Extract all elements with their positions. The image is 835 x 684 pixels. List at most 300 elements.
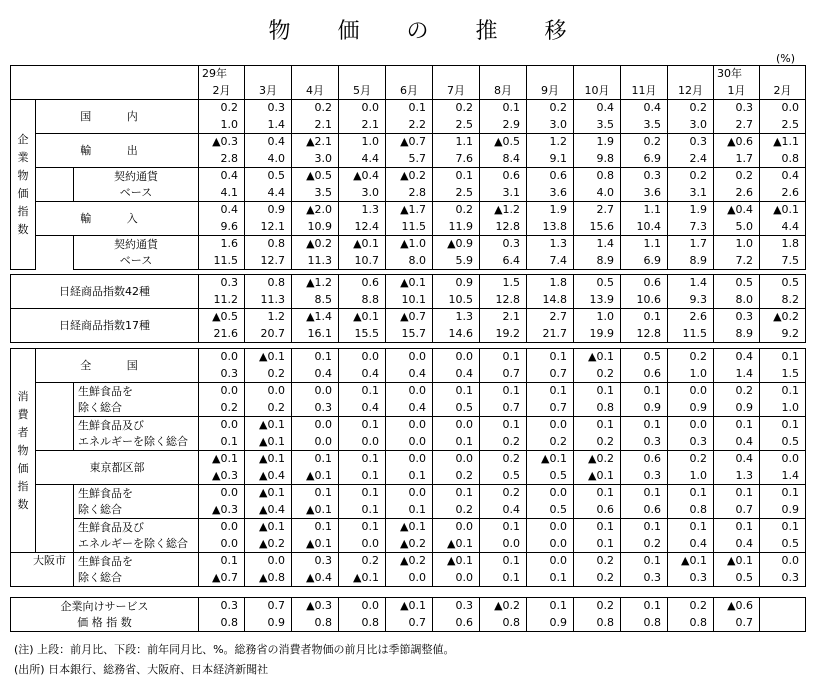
mom-value: 0.1 bbox=[480, 519, 527, 536]
mom-value: ▲0.2 bbox=[386, 553, 433, 570]
table-row bbox=[11, 134, 806, 151]
yoy-value: 8.2 bbox=[760, 292, 806, 309]
mom-value: 0.0 bbox=[760, 100, 806, 117]
month-header: 10月 bbox=[574, 83, 621, 100]
yoy-value: 3.0 bbox=[527, 117, 574, 134]
mom-value: ▲0.4 bbox=[714, 202, 760, 219]
yoy-value: ▲0.3 bbox=[199, 502, 245, 519]
yoy-value: 16.1 bbox=[292, 326, 339, 343]
mom-value: 0.0 bbox=[760, 553, 806, 570]
yoy-value: 5.7 bbox=[386, 151, 433, 168]
yoy-value: ▲0.1 bbox=[292, 536, 339, 553]
yoy-value: 3.6 bbox=[527, 185, 574, 202]
mom-value: 1.9 bbox=[527, 202, 574, 219]
mom-value: 0.0 bbox=[339, 598, 386, 615]
mom-value: 0.1 bbox=[339, 519, 386, 536]
row-label: 日経商品指数42種 bbox=[11, 275, 199, 309]
page-title: 物 価 の 推 移 bbox=[268, 19, 587, 44]
table-row bbox=[11, 553, 806, 570]
yoy-value: 1.0 bbox=[668, 366, 714, 383]
month-year-header bbox=[339, 66, 386, 83]
yoy-value: 8.9 bbox=[574, 253, 621, 270]
yoy-value: 7.2 bbox=[714, 253, 760, 270]
yoy-value: 0.2 bbox=[245, 400, 292, 417]
yoy-value: 0.4 bbox=[339, 400, 386, 417]
yoy-value: 0.8 bbox=[668, 502, 714, 519]
table-row bbox=[11, 100, 806, 117]
mom-value: 0.5 bbox=[714, 275, 760, 292]
yoy-value: 0.5 bbox=[760, 434, 806, 451]
row-label: 生鮮食品を 除く総合 bbox=[74, 553, 199, 587]
mom-value: 1.7 bbox=[668, 236, 714, 253]
mom-value: 0.1 bbox=[292, 349, 339, 366]
mom-value: ▲0.4 bbox=[339, 168, 386, 185]
yoy-value: 6.9 bbox=[621, 253, 668, 270]
yoy-value: 0.4 bbox=[714, 434, 760, 451]
mom-value: 0.2 bbox=[199, 100, 245, 117]
yoy-value: 4.4 bbox=[339, 151, 386, 168]
yoy-value: 0.7 bbox=[386, 615, 433, 632]
mom-value: 0.1 bbox=[714, 485, 760, 502]
yoy-value: 4.0 bbox=[574, 185, 621, 202]
yoy-value: 2.5 bbox=[433, 117, 480, 134]
indent-cell bbox=[36, 485, 74, 519]
yoy-value: 0.3 bbox=[668, 434, 714, 451]
yoy-value: 12.8 bbox=[480, 292, 527, 309]
mom-value: 0.1 bbox=[339, 485, 386, 502]
yoy-value: 0.1 bbox=[527, 570, 574, 587]
yoy-value: 2.1 bbox=[292, 117, 339, 134]
mom-value: 1.4 bbox=[668, 275, 714, 292]
yoy-value: 0.1 bbox=[339, 468, 386, 485]
row-label: 生鮮食品を 除く総合 bbox=[74, 485, 199, 519]
mom-value: 0.6 bbox=[480, 168, 527, 185]
table-row bbox=[11, 349, 806, 366]
mom-value: 0.6 bbox=[621, 451, 668, 468]
mom-value: 0.1 bbox=[292, 451, 339, 468]
mom-value: 1.0 bbox=[339, 134, 386, 151]
mom-value: 0.3 bbox=[199, 275, 245, 292]
month-header: 4月 bbox=[292, 83, 339, 100]
mom-value: 0.2 bbox=[668, 451, 714, 468]
indent-cell bbox=[36, 236, 74, 270]
mom-value: 0.3 bbox=[433, 598, 480, 615]
mom-value: 1.3 bbox=[339, 202, 386, 219]
mom-value: ▲0.1 bbox=[339, 236, 386, 253]
mom-value: ▲1.4 bbox=[292, 309, 339, 326]
yoy-value: 0.2 bbox=[574, 434, 621, 451]
mom-value: 0.2 bbox=[433, 202, 480, 219]
yoy-value: 9.3 bbox=[668, 292, 714, 309]
yoy-value: 8.5 bbox=[292, 292, 339, 309]
yoy-value: 0.3 bbox=[621, 570, 668, 587]
unit-label: (%) bbox=[776, 52, 796, 65]
table-row bbox=[11, 168, 806, 185]
yoy-value: ▲0.1 bbox=[245, 434, 292, 451]
header-corner bbox=[11, 66, 199, 100]
mom-value: ▲0.3 bbox=[199, 134, 245, 151]
mom-value: 0.6 bbox=[339, 275, 386, 292]
mom-value: 0.9 bbox=[433, 275, 480, 292]
row-label: 輸 出 bbox=[36, 134, 199, 168]
mom-value: ▲0.1 bbox=[668, 553, 714, 570]
mom-value: 0.9 bbox=[245, 202, 292, 219]
yoy-value: ▲0.1 bbox=[433, 536, 480, 553]
yoy-value: 0.9 bbox=[621, 400, 668, 417]
yoy-value: 21.7 bbox=[527, 326, 574, 343]
yoy-value: 15.7 bbox=[386, 326, 433, 343]
yoy-value: 4.0 bbox=[245, 151, 292, 168]
yoy-value: 0.0 bbox=[433, 570, 480, 587]
yoy-value: 2.8 bbox=[386, 185, 433, 202]
mom-value: 0.0 bbox=[760, 451, 806, 468]
yoy-value: 0.5 bbox=[433, 400, 480, 417]
month-header: 5月 bbox=[339, 83, 386, 100]
yoy-value: 0.5 bbox=[760, 536, 806, 553]
mom-value: 0.4 bbox=[199, 202, 245, 219]
yoy-value: 3.0 bbox=[292, 151, 339, 168]
mom-value: 0.7 bbox=[245, 598, 292, 615]
yoy-value: 0.0 bbox=[386, 434, 433, 451]
yoy-value: 8.9 bbox=[668, 253, 714, 270]
yoy-value: 0.8 bbox=[480, 615, 527, 632]
mom-value: ▲0.1 bbox=[245, 451, 292, 468]
yoy-value: 2.5 bbox=[760, 117, 806, 134]
mom-value: 1.1 bbox=[621, 236, 668, 253]
mom-value: 0.0 bbox=[433, 417, 480, 434]
mom-value: 0.0 bbox=[339, 100, 386, 117]
mom-value: ▲1.1 bbox=[760, 134, 806, 151]
mom-value: 0.0 bbox=[527, 519, 574, 536]
footnote: (注) 上段：前月比、下段：前年同月比、%。総務省の消費者物価の前月比は季節調整値。 bbox=[14, 643, 455, 656]
yoy-value: 1.0 bbox=[760, 400, 806, 417]
yoy-value: 3.6 bbox=[621, 185, 668, 202]
yoy-value: 0.3 bbox=[668, 570, 714, 587]
yoy-value: 9.8 bbox=[574, 151, 621, 168]
mom-value: 0.2 bbox=[668, 168, 714, 185]
yoy-value: 0.4 bbox=[339, 366, 386, 383]
indent-cell bbox=[36, 417, 74, 451]
yoy-value: 0.2 bbox=[574, 570, 621, 587]
yoy-value: 12.7 bbox=[245, 253, 292, 270]
mom-value: 1.0 bbox=[714, 236, 760, 253]
yoy-value: 0.9 bbox=[668, 400, 714, 417]
mom-value bbox=[760, 598, 806, 615]
yoy-value: 3.5 bbox=[292, 185, 339, 202]
month-year-header bbox=[292, 66, 339, 83]
month-year-header: 30年 bbox=[714, 66, 760, 83]
table-row bbox=[11, 275, 806, 292]
table-row bbox=[11, 417, 806, 434]
mom-value: 0.1 bbox=[480, 100, 527, 117]
mom-value: ▲0.2 bbox=[574, 451, 621, 468]
mom-value: 1.9 bbox=[574, 134, 621, 151]
yoy-value: 0.2 bbox=[245, 366, 292, 383]
yoy-value: ▲0.4 bbox=[245, 502, 292, 519]
group-label-cpi: 消費者物価指数 bbox=[11, 349, 36, 553]
yoy-value: 7.5 bbox=[760, 253, 806, 270]
row-label: 輸 入 bbox=[36, 202, 199, 236]
mom-value: 0.1 bbox=[668, 519, 714, 536]
yoy-value: 12.1 bbox=[245, 219, 292, 236]
mom-value: 0.8 bbox=[245, 275, 292, 292]
yoy-value: 0.0 bbox=[339, 434, 386, 451]
mom-value: 0.0 bbox=[668, 383, 714, 400]
yoy-value: ▲0.1 bbox=[292, 502, 339, 519]
yoy-value: 7.6 bbox=[433, 151, 480, 168]
mom-value: ▲0.2 bbox=[386, 168, 433, 185]
mom-value: 0.1 bbox=[574, 519, 621, 536]
yoy-value: 0.3 bbox=[760, 570, 806, 587]
yoy-value: 0.4 bbox=[668, 536, 714, 553]
month-year-header: 29年 bbox=[199, 66, 245, 83]
yoy-value: 14.6 bbox=[433, 326, 480, 343]
yoy-value: 2.6 bbox=[760, 185, 806, 202]
yoy-value: 2.7 bbox=[714, 117, 760, 134]
row-label: 生鮮食品及び エネルギーを除く総合 bbox=[74, 417, 199, 451]
mom-value: 0.1 bbox=[760, 519, 806, 536]
yoy-value: 0.2 bbox=[433, 468, 480, 485]
indent-cell bbox=[36, 383, 74, 417]
table-row bbox=[11, 598, 806, 615]
mom-value: 1.2 bbox=[245, 309, 292, 326]
yoy-value: 12.4 bbox=[339, 219, 386, 236]
mom-value: 0.1 bbox=[574, 485, 621, 502]
yoy-value: 7.4 bbox=[527, 253, 574, 270]
yoy-value: 0.1 bbox=[433, 434, 480, 451]
mom-value: 0.1 bbox=[339, 451, 386, 468]
yoy-value: 13.8 bbox=[527, 219, 574, 236]
yoy-value: 3.0 bbox=[339, 185, 386, 202]
yoy-value: 19.2 bbox=[480, 326, 527, 343]
yoy-value: 3.1 bbox=[480, 185, 527, 202]
mom-value: 0.2 bbox=[668, 598, 714, 615]
yoy-value: 12.8 bbox=[480, 219, 527, 236]
mom-value: 0.2 bbox=[714, 383, 760, 400]
month-header: 9月 bbox=[527, 83, 574, 100]
mom-value: 0.1 bbox=[292, 485, 339, 502]
yoy-value: 0.8 bbox=[339, 615, 386, 632]
mom-value: 1.9 bbox=[668, 202, 714, 219]
yoy-value: 3.5 bbox=[621, 117, 668, 134]
mom-value: 0.4 bbox=[621, 100, 668, 117]
yoy-value: 1.4 bbox=[245, 117, 292, 134]
mom-value: 0.4 bbox=[574, 100, 621, 117]
yoy-value: 10.6 bbox=[621, 292, 668, 309]
mom-value: 2.1 bbox=[480, 309, 527, 326]
yoy-value: 21.6 bbox=[199, 326, 245, 343]
yoy-value: 0.5 bbox=[714, 570, 760, 587]
yoy-value: 14.8 bbox=[527, 292, 574, 309]
mom-value: 0.1 bbox=[339, 417, 386, 434]
yoy-value: 0.7 bbox=[714, 502, 760, 519]
yoy-value: 7.3 bbox=[668, 219, 714, 236]
yoy-value: 5.9 bbox=[433, 253, 480, 270]
mom-value: 0.1 bbox=[668, 485, 714, 502]
mom-value: ▲1.0 bbox=[386, 236, 433, 253]
yoy-value: ▲0.3 bbox=[199, 468, 245, 485]
yoy-value: 4.4 bbox=[760, 219, 806, 236]
mom-value: 1.3 bbox=[433, 309, 480, 326]
mom-value: 0.5 bbox=[245, 168, 292, 185]
yoy-value: 11.5 bbox=[386, 219, 433, 236]
yoy-value: 0.9 bbox=[714, 400, 760, 417]
yoy-value: 1.4 bbox=[760, 468, 806, 485]
mom-value: 2.7 bbox=[574, 202, 621, 219]
mom-value: ▲0.9 bbox=[433, 236, 480, 253]
yoy-value: 10.1 bbox=[386, 292, 433, 309]
yoy-value: 12.8 bbox=[621, 326, 668, 343]
mom-value: 0.3 bbox=[714, 100, 760, 117]
mom-value: 0.1 bbox=[386, 100, 433, 117]
yoy-value: 0.3 bbox=[621, 468, 668, 485]
yoy-value: 8.9 bbox=[714, 326, 760, 343]
yoy-value: 0.7 bbox=[527, 366, 574, 383]
yoy-value: 3.1 bbox=[668, 185, 714, 202]
mom-value: 0.0 bbox=[199, 383, 245, 400]
row-label: 日経商品指数17種 bbox=[11, 309, 199, 343]
yoy-value: 3.0 bbox=[668, 117, 714, 134]
yoy-value: ▲0.4 bbox=[245, 468, 292, 485]
yoy-value: 0.2 bbox=[621, 536, 668, 553]
month-header: 1月 bbox=[714, 83, 760, 100]
yoy-value: 0.2 bbox=[527, 434, 574, 451]
mom-value: 0.1 bbox=[621, 598, 668, 615]
mom-value: ▲0.1 bbox=[245, 485, 292, 502]
yoy-value: 0.0 bbox=[480, 536, 527, 553]
mom-value: ▲0.5 bbox=[292, 168, 339, 185]
mom-value: ▲0.3 bbox=[292, 598, 339, 615]
mom-value: 0.2 bbox=[621, 134, 668, 151]
month-header: 11月 bbox=[621, 83, 668, 100]
table-row bbox=[11, 236, 806, 253]
mom-value: ▲0.1 bbox=[760, 202, 806, 219]
mom-value: 0.1 bbox=[714, 417, 760, 434]
mom-value: 0.1 bbox=[760, 417, 806, 434]
yoy-value: 9.1 bbox=[527, 151, 574, 168]
yoy-value: 0.8 bbox=[760, 151, 806, 168]
yoy-value: 0.4 bbox=[292, 366, 339, 383]
mom-value: 0.0 bbox=[339, 349, 386, 366]
indent-cell bbox=[36, 519, 74, 553]
yoy-value: 0.0 bbox=[199, 536, 245, 553]
yoy-value: 2.2 bbox=[386, 117, 433, 134]
row-label: 契約通貨 ベース bbox=[74, 168, 199, 202]
mom-value: 0.6 bbox=[527, 168, 574, 185]
mom-value: 0.2 bbox=[433, 100, 480, 117]
mom-value: 0.1 bbox=[574, 417, 621, 434]
yoy-value: 0.0 bbox=[292, 434, 339, 451]
yoy-value: 0.8 bbox=[574, 615, 621, 632]
yoy-value: 0.4 bbox=[386, 366, 433, 383]
mom-value: ▲0.1 bbox=[433, 553, 480, 570]
month-header: 6月 bbox=[386, 83, 433, 100]
yoy-value: ▲0.2 bbox=[245, 536, 292, 553]
row-label: 生鮮食品及び エネルギーを除く総合 bbox=[74, 519, 199, 553]
mom-value: 0.1 bbox=[480, 383, 527, 400]
mom-value: 0.0 bbox=[292, 383, 339, 400]
mom-value: 1.4 bbox=[574, 236, 621, 253]
mom-value: 0.3 bbox=[199, 598, 245, 615]
month-year-header bbox=[386, 66, 433, 83]
mom-value: 0.0 bbox=[386, 485, 433, 502]
mom-value: ▲0.5 bbox=[199, 309, 245, 326]
yoy-value: 0.9 bbox=[527, 615, 574, 632]
mom-value: ▲0.1 bbox=[574, 349, 621, 366]
mom-value: ▲1.2 bbox=[292, 275, 339, 292]
yoy-value: 0.7 bbox=[480, 366, 527, 383]
yoy-value: 0.2 bbox=[433, 502, 480, 519]
mom-value: 0.0 bbox=[386, 417, 433, 434]
row-label: 東京都区部 bbox=[36, 451, 199, 485]
yoy-value: 0.6 bbox=[621, 366, 668, 383]
yoy-value: 0.9 bbox=[760, 502, 806, 519]
month-header: 2月 bbox=[760, 83, 806, 100]
yoy-value: ▲0.1 bbox=[339, 570, 386, 587]
yoy-value: 0.1 bbox=[386, 468, 433, 485]
yoy-value: 0.7 bbox=[480, 400, 527, 417]
mom-value: ▲0.1 bbox=[714, 553, 760, 570]
yoy-value: 8.4 bbox=[480, 151, 527, 168]
mom-value: 0.8 bbox=[574, 168, 621, 185]
yoy-value: 10.5 bbox=[433, 292, 480, 309]
yoy-value: 1.3 bbox=[714, 468, 760, 485]
yoy-value: 0.1 bbox=[199, 434, 245, 451]
mom-value: 0.3 bbox=[480, 236, 527, 253]
mom-value: 1.8 bbox=[527, 275, 574, 292]
row-prefix: 大阪市 bbox=[11, 553, 74, 587]
yoy-value: 0.9 bbox=[245, 615, 292, 632]
mom-value: ▲0.6 bbox=[714, 598, 760, 615]
yoy-value: 9.2 bbox=[760, 326, 806, 343]
mom-value: 0.1 bbox=[621, 553, 668, 570]
month-year-header bbox=[760, 66, 806, 83]
table-row bbox=[11, 485, 806, 502]
mom-value: 1.8 bbox=[760, 236, 806, 253]
mom-value: 0.1 bbox=[480, 417, 527, 434]
mom-value: ▲0.1 bbox=[386, 275, 433, 292]
mom-value: 0.2 bbox=[292, 100, 339, 117]
yoy-value: 0.7 bbox=[527, 400, 574, 417]
yoy-value: 11.5 bbox=[668, 326, 714, 343]
mom-value: 2.7 bbox=[527, 309, 574, 326]
mom-value: ▲0.1 bbox=[339, 309, 386, 326]
mom-value: 0.0 bbox=[245, 383, 292, 400]
yoy-value: 4.1 bbox=[199, 185, 245, 202]
mom-value: 0.1 bbox=[621, 485, 668, 502]
yoy-value: 3.5 bbox=[574, 117, 621, 134]
yoy-value: 0.4 bbox=[480, 502, 527, 519]
mom-value: 0.3 bbox=[292, 553, 339, 570]
mom-value: 0.1 bbox=[199, 553, 245, 570]
yoy-value: 0.5 bbox=[527, 468, 574, 485]
mom-value: ▲0.1 bbox=[527, 451, 574, 468]
mom-value: ▲1.2 bbox=[480, 202, 527, 219]
mom-value: 0.2 bbox=[574, 598, 621, 615]
mom-value: 0.0 bbox=[527, 417, 574, 434]
mom-value: 0.1 bbox=[480, 349, 527, 366]
month-year-header bbox=[574, 66, 621, 83]
mom-value: 0.2 bbox=[574, 553, 621, 570]
yoy-value: 1.4 bbox=[714, 366, 760, 383]
mom-value: 0.3 bbox=[668, 134, 714, 151]
mom-value: ▲0.1 bbox=[386, 519, 433, 536]
yoy-value: ▲0.7 bbox=[199, 570, 245, 587]
mom-value: 0.3 bbox=[245, 100, 292, 117]
yoy-value: 6.9 bbox=[621, 151, 668, 168]
yoy-value: 13.9 bbox=[574, 292, 621, 309]
yoy-value: 10.7 bbox=[339, 253, 386, 270]
